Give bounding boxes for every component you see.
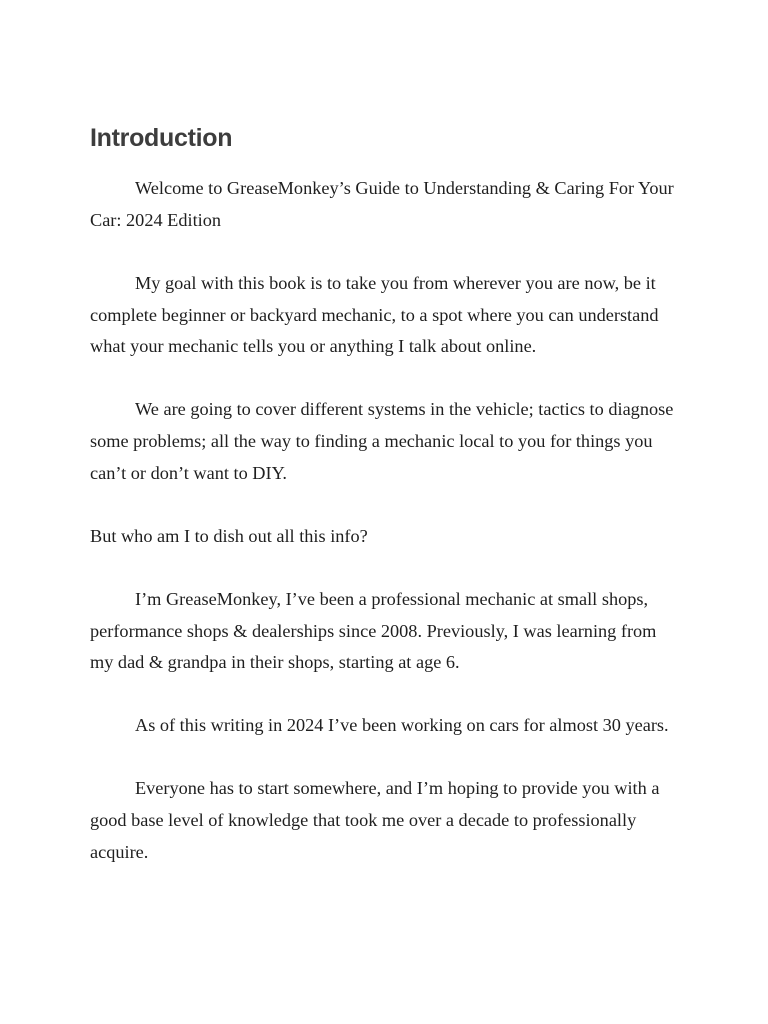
paragraph-closing: Everyone has to start somewhere, and I’m hoping to provide you with a good base level of knowledge that took me over a decade to professionally acquire. (90, 778, 660, 862)
paragraph-background: I’m GreaseMonkey, I’ve been a professional mechanic at small shops, performance shops & dealerships since 2008. Previously, I was learning from my dad & grandpa in their shops, starting at age 6. (90, 588, 657, 673)
paragraph-experience: As of this writing in 2024 I’ve been working on cars for almost 30 years. (135, 715, 669, 736)
section-heading: Introduction (90, 124, 233, 152)
paragraph-goal: My goal with this book is to take you from wherever you are now, be it complete beginner or backyard mechanic, to a spot where you can understand what your mechanic tells you or anything I talk about online. (90, 272, 659, 357)
paragraph-welcome: Welcome to GreaseMonkey’s Guide to Understanding & Caring For Your Car: 2024 Edition (90, 178, 674, 230)
paragraph-coverage: We are going to cover different systems in the vehicle; tactics to diagnose some problems; all the way to finding a mechanic local to you for things you can’t or don’t want to DIY. (90, 399, 674, 483)
paragraph-question: But who am I to dish out all this info? (90, 525, 368, 546)
document-body (90, 121, 680, 900)
